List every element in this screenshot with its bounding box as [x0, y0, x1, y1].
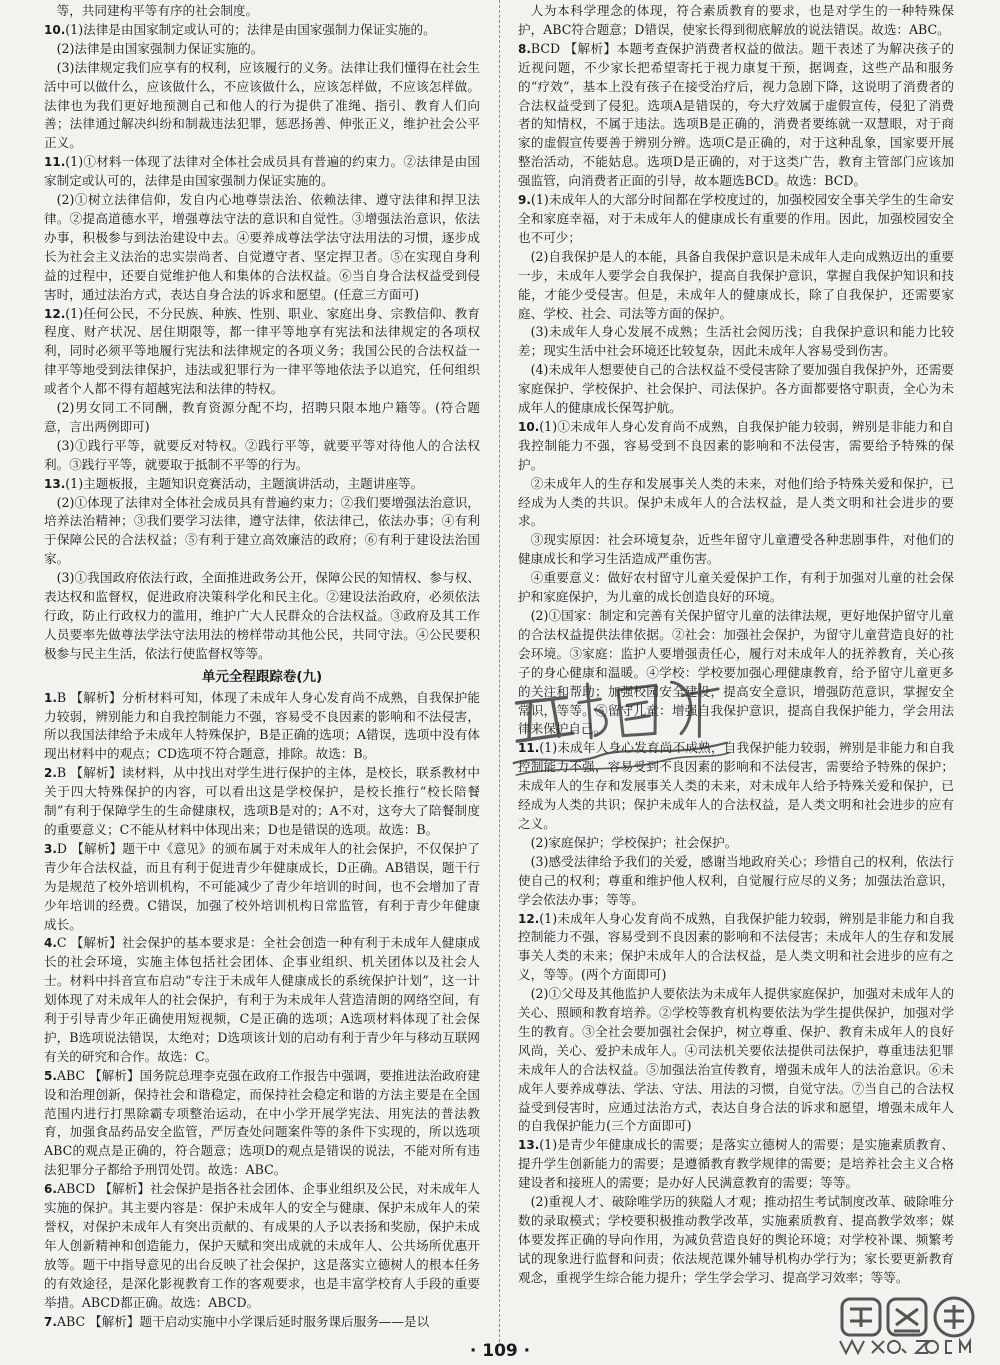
question-number: 12. [518, 911, 540, 926]
answer-paragraph [518, 910, 954, 986]
answer-text: (3)未成年人身心发展不成熟；生活社会阅历浅；自我保护意识和能力比较差；现实生活中社会环境还比较复杂，因此未成年人容易受到伤害。 [518, 324, 954, 359]
question-number: 10. [44, 22, 66, 37]
answer-text: (2)①国家：制定和完善有关保护留守儿童的法律法规，更好地保护留守儿童的合法权益提供法律依据。②社会：加强社会保护，为留守儿童营造良好的社会环境。③家庭：监护人要增强责任心，履行对未成年人的抚养教育，关心孩子的身心健康和温暖。④学校：学校要加强心理健康教育，给予留守儿童更多的关注和帮助；加强校园安全建设，提高安全意识，增强防范意识，掌握安全常识，等等。⑤留守儿童：增强自我保护意识，提高自我保护能力，学会用法律来保护自己。 [518, 608, 954, 737]
answer-text: C 【解析】社会保护的基本要求是：全社会创造一种有利于未成年人健康成长的社会环境，实施主体包括社会团体、企事业组织、机关团体以及社会人士。材料中抖音宣布启动“专注于未成年人健康成长的系统保护计划”，这一计划体现了对未成年人的社会保护，有利于为未成年人营造清朗的网络空间，有利于引导青少年正确使用短视频，C是正确的选项；A选项材料体现了社会保护，B选项说法错误，太绝对；D选项该计划的启动有利于青少年与移动互联网有关的研究和合作。故选：C。 [44, 935, 480, 1064]
answer-paragraph [518, 1136, 954, 1193]
answer-paragraph [518, 418, 954, 475]
answer-text: (2)男女同工不同酬，教育资源分配不均，招聘只限本地户籍等。(符合题意，言出两例即可) [44, 400, 480, 434]
answer-text: (3)①践行平等，就要反对特权。②践行平等，就要平等对待他人的合法权利。③践行平等，就要取于抵制不平等的行为。 [44, 437, 480, 472]
answer-paragraph [518, 40, 954, 191]
answer-text: (1)①未成年人身心发育尚不成熟，自我保护能力较弱，辨别是非能力和自我控制能力不强，容易受到不良因素的影响和不法侵害，需要给予特殊的保护。 [518, 418, 954, 472]
answer-text: ④重要意义：做好农村留守儿童关爱保护工作，有利于加强对儿童的社会保护和家庭保护，为儿童的成长创造良好的环境。 [518, 570, 954, 605]
answer-text: ②未成年人的生存和发展事关人类的未来，对他们给予特殊关爱和保护，已经成为人类的共识。保护未成年人的合法权益，是人类文明和社会进步的要求。 [518, 475, 954, 529]
answer-paragraph [44, 764, 480, 840]
answer-text: D 【解析】题干中《意见》的颁布属于对未成年人的社会保护，不仅保护了青少年合法权益，而且有利于促进青少年健康成长，D正确。AB错误，题干行为是规范了校外培训机构，不可能减少了青少年培训的时间，也不会增加了青少年培训的经费。C错误，加强了校外培训机构日常监管，有利于青少年健康成长。 [44, 840, 480, 932]
answer-text: (1)任何公民，不分民族、种族、性别、职业、家庭出身、宗教信仰、教育程度、财产状况、居住期限等，都一律平等地享有宪法和法律规定的各项权利，同时必须平等地履行宪法和法律规定的各项义务；我国公民的合法权益一律平等地受到法律保护，违法或犯罪行为一律平等地依法予以追究，任何组织或者个人都不得有超越宪法和法律的特权。 [44, 305, 480, 397]
answer-text: (2)家庭保护；学校保护；社会保护。 [530, 834, 738, 850]
question-number: 7. [44, 1314, 57, 1329]
answer-paragraph [44, 153, 480, 191]
answer-paragraph [518, 2, 954, 40]
answer-paragraph [44, 305, 480, 400]
question-number: 1. [44, 690, 57, 705]
answer-paragraph [44, 934, 480, 1066]
answer-text: (2)自我保护是人的本能，具备自我保护意识是未成年人走向成熟迈出的重要一步，未成年人要学会自我保护，提高自我保护意识，掌握自我保护知识和技能，才能少受侵害。但是，未成年人的健康成长，除了自我保护，还需要家庭、学校、社会、司法等方面的保护。 [518, 248, 954, 321]
answer-text: (2)①体现了法律对全体社会成员具有普遍约束力；②我们要增强法治意识，培养法治精神；③我们要学习法律，遵守法律，依法律己，依法办事；④有利于保障公民的合法权益；⑤有利于建立高效廉洁的政府；⑥有利于建设法治国家。 [44, 494, 480, 567]
answer-text: ABC 【解析】国务院总理李克强在政府工作报告中强调，要推进法治政府建设和治理创新，保持社会和谐稳定，而保持社会稳定和谐的方法主要是在全国范围内进行打黑除霸专项整治运动，在中小学开展学宪法、用宪法的普法教育，加强食品药品安全监管，严厉查处问题案件等的条件下实现的，所以选项ABC的观点是正确的，符合题意；选项D的观点是错误的说法，不能对所有违法犯罪分子都给予刑罚处罚。故选：ABC。 [44, 1067, 480, 1178]
answer-text: 等，共同建构平等有序的社会制度。 [56, 3, 259, 18]
answer-text: (2)①父母及其他监护人要依法为未成年人提供家庭保护，加强对未成年人的关心、照顾和教育培养。②学校等教育机构要依法为学生提供保护，加强对学生的教育。③全社会要加强社会保护，树立尊重、保护、教育未成年人的良好风尚，关心、爱护未成年人。④司法机关要依法提供司法保护，尊重违法犯罪未成年人的合法权益。⑤加强法治宣传教育，增强未成年人的法治意识。⑥未成年人要养成尊法、学法、守法、用法的习惯，自觉守法。⑦当自己的合法权益受到侵害时，应通过法治方式，表达自身合法的诉求和愿望，增强未成年人的自我保护能力(三个方面即可) [518, 986, 954, 1134]
question-number: 13. [44, 476, 66, 491]
question-number: 4. [44, 936, 57, 951]
answer-paragraph [518, 248, 954, 324]
answer-text: (3)①我国政府依法行政，全面推进政务公开，保障公民的知情权、参与权、表达权和监督权，促进政府决策科学化和民主化。②建设法治政府，必须依法行政，防止行政权力的滥用，维护广大人民群众的合法权益。③政府及其工作人员要率先做尊法学法守法用法的榜样带动其他公民，共同守法。④公民要积极参与民主生活，依法行使监督权等等。 [44, 570, 480, 661]
answer-paragraph [518, 323, 954, 361]
answer-paragraph [518, 569, 954, 607]
answer-text: (3)感受法律给予我们的关爱，感谢当地政府关心；珍惜自己的权利，依法行使自己的权利；尊重和维护他人权利，自觉履行应尽的义务；加强法治意识，学会依法办事；等等。 [518, 853, 954, 907]
answer-paragraph [518, 191, 954, 248]
answer-paragraph [44, 569, 480, 664]
answer-paragraph [44, 1067, 480, 1180]
question-number: 9. [518, 193, 531, 208]
answer-text: (3)法律规定我们应享有的权利，应该履行的义务。法律让我们懂得在社会生活中可以做什么，应该做什么，不应该做什么，应该怎样做，不应该怎样做。法律也为我们更好地预测自己和他人的行为提供了准绳、指引、教育人们向善；法律通过解决纠纷和制裁违法犯罪，惩恶扬善、伸张正义，维护社会公平正义。 [44, 59, 480, 151]
answer-paragraph [44, 1313, 480, 1332]
answer-text: (4)未成年人想要使自己的合法权益不受侵害除了要加强自我保护外，还需要家庭保护、学校保护、社会保护、司法保护。各方面都要恪守职责，全心为未成年人的健康成长保驾护航。 [518, 362, 954, 416]
answer-paragraph [44, 475, 480, 494]
answer-paragraph [518, 361, 954, 418]
question-number: 8. [518, 41, 531, 56]
handwritten-watermark [494, 652, 742, 788]
answer-paragraph [518, 985, 954, 1136]
answer-paragraph [44, 21, 480, 40]
answer-text: (1)主题板报，主题知识竞赛活动，主题演讲活动，主题讲座等。 [65, 475, 424, 491]
answer-paragraph [44, 840, 480, 935]
answer-paragraph [518, 834, 954, 853]
answer-text: B 【解析】分析材料可知，体现了未成年人身心发育尚不成熟，自我保护能力较弱，辨别能力和自我控制能力不强，容易受不良因素的影响和不法侵害，所以我国法律给予未成年人特殊保护，B是正确的选项；A错误，选项中没有体现出材料中的观点；CD选项不符合题意，排除。故选：B。 [44, 689, 480, 762]
answer-text: ABCD 【解析】社会保护是指各社会团体、企事业组织及公民，对未成年人实施的保护。其主要内容是：保护未成年人的安全与健康、保护未成年人的荣誉权，对保护未成年人有突出贡献的、有成果的人予以表扬和奖励，保护未成年人创新精神和创造能力，保护天赋和突出成就的未成年人、公共场所优惠开放等。题干中指导意见的出台反映了社会保护，这是落实立德树人的根本任务的有效途径，是深化影视教育工作的客观要求，也是丰富学校育人手段的重要举措。ABCD都正确。故选：ABCD。 [44, 1181, 480, 1310]
question-number: 2. [44, 766, 57, 781]
answer-paragraph [44, 191, 480, 304]
answer-text: (1)未成年人的大部分时间都在学校度过的，加强校园安全事关学生的生命安全和家庭幸福，对于未成年人的健康成长有重要的作用。因此，加强校园安全也不可少； [518, 192, 954, 245]
answer-paragraph [518, 531, 954, 569]
answer-text: (1)未成年人身心发育尚不成熟，自我保护能力较弱，辨别是非能力和自我控制能力不强，容易受到不良因素的影响和不法侵害，需要给予特殊的保护；未成年人的生存和发展事关人类的未来，对未成年人给予特殊关爱和保护，已经成为人类的共识；保护未成年人的合法权益，是人类文明和社会进步的应有之义。 [518, 740, 954, 831]
answer-text: ③现实原因：社会环境复杂，近些年留守儿童遭受各种悲剧事件，对他们的健康成长和学习生活造成严重伤害。 [518, 532, 954, 567]
left-column [44, 2, 480, 1342]
answer-text: (2)重视人才、破除唯学历的狭隘人才观；推动招生考试制度改革、破除唯分数的录取模式；学校要积极推动教学改革，实施素质教育、提高教学效率；媒体要发挥正确的导向作用，为减负营造良好的舆论环境；对学校补课、频繁考试的现象进行监督和问责；依法规范课外辅导机构办学行为；家长要更新教育观念，重视学生综合能力提升；学生学会学习、提高学习效率；等等。 [518, 1194, 954, 1285]
answer-text: (1)①材料一体现了法律对全体社会成员具有普遍的约束力。②法律是由国家制定或认可的，法律是由国家强制力保证实施的。 [44, 154, 480, 189]
answer-text: (1)法律是由国家制定或认可的；法律是由国家强制力保证实施的。 [65, 21, 436, 37]
answer-paragraph [518, 1193, 954, 1288]
question-number: 11. [44, 155, 66, 170]
question-number: 6. [44, 1182, 57, 1197]
answer-paragraph [518, 853, 954, 910]
answer-paragraph [44, 2, 480, 21]
answer-paragraph [44, 40, 480, 59]
answer-text: BCD 【解析】本题考查保护消费者权益的做法。题干表述了为解决孩子的近视问题，不少家长把希望寄托于视力康复干预，据调查，这些产品和服务的“疗效”，基本上没有孩子在接受治疗后，视力急剧下降，这说明了消费者的合法权益受到了侵犯。选项A是错误的，夸大疗效属于虚假宣传，侵犯了消费者的知情权，不属于违法。选项B是正确的，消费者要练就一双慧眼，对于商家的虚假宣传要善于辨别分辨。选项C是正确的，对于这种乱象，国家要开展整治活动，不能姑息。选项D是正确的，对于这类广告，教育主管部门应该加强监管，向消费者正面的引导，故本题选BCD。故选：BCD。 [518, 40, 954, 189]
answer-paragraph [44, 437, 480, 475]
answer-paragraph [44, 399, 480, 437]
answer-text: B 【解析】读材料，从中找出对学生进行保护的主体，是校长，联系教材中关于四大特殊保护的内容，可以看出这是学校保护，是校长推行“校长陪餐制”有利于保障学生的生命健康权，选项B是对的；A不对，这夸大了陪餐制度的重要意义；C不能从材料中体现出来；D也是错误的选项。故选：B。 [44, 765, 480, 837]
answer-text: 人为本科学理念的体现，符合素质教育的要求，也是对学生的一种特殊保护，ABC符合题意；D错误，使家长得到彻底解放的说法错误。故选：ABC。 [518, 3, 954, 37]
question-number: 13. [518, 1138, 540, 1153]
question-number: 5. [44, 1068, 57, 1083]
question-number: 10. [518, 419, 540, 434]
answer-paragraph [44, 59, 480, 154]
answer-text: (2)①树立法律信仰，发自内心地尊崇法治、依赖法律、遵守法律和捍卫法律。②提高道德水平，增强尊法守法的意识和自觉性。③增强法治意识，依法办事，积极参与到法治建设中去。④要养成尊法学法守法用法的习惯，逐步成长为社会主义法治的忠实崇尚者、自觉遵守者、坚定捍卫者。⑤在实现自身利益的过程中，还要自觉维护他人和集体的合法权益。⑥当自身合法权益受到侵害时，通过法治方式，表达自身合法的诉求和愿望。(任意三方面可) [44, 192, 480, 302]
question-number: 3. [44, 841, 57, 856]
answer-text: ABC 【解析】题干启动实施中小学课后延时服务课后服务——是以 [56, 1313, 430, 1329]
question-number: 12. [44, 306, 66, 321]
page-number: · 109 · [469, 1341, 531, 1361]
answer-text: (1)未成年人身心发育尚不成熟，自我保护能力较弱，辨别是非能力和自我控制能力不强，容易受到不良因素的影响和不法侵害；未成年人的生存和发展事关人类的未来；保护未成年人的合法权益，是人类文明和社会进步的应有之义，等等。(两个方面即可) [518, 910, 954, 983]
answer-paragraph [44, 494, 480, 570]
answer-text: (2)法律是由国家强制力保证实施的。 [56, 40, 264, 56]
question-number: 11. [518, 741, 540, 756]
answer-paragraph [44, 1180, 480, 1312]
answer-text: (1)是青少年健康成长的需要；是落实立德树人的需要；是实施素质教育、提升学生创新能力的需要；是遵循教育教学规律的需要；是培养社会主义合格建设者和接班人的需要；是办好人民满意教育的需要；等等。 [518, 1137, 954, 1191]
answer-paragraph [44, 689, 480, 765]
section-heading: 单元全程跟踪卷(九) [201, 668, 323, 685]
answer-paragraph [518, 475, 954, 532]
